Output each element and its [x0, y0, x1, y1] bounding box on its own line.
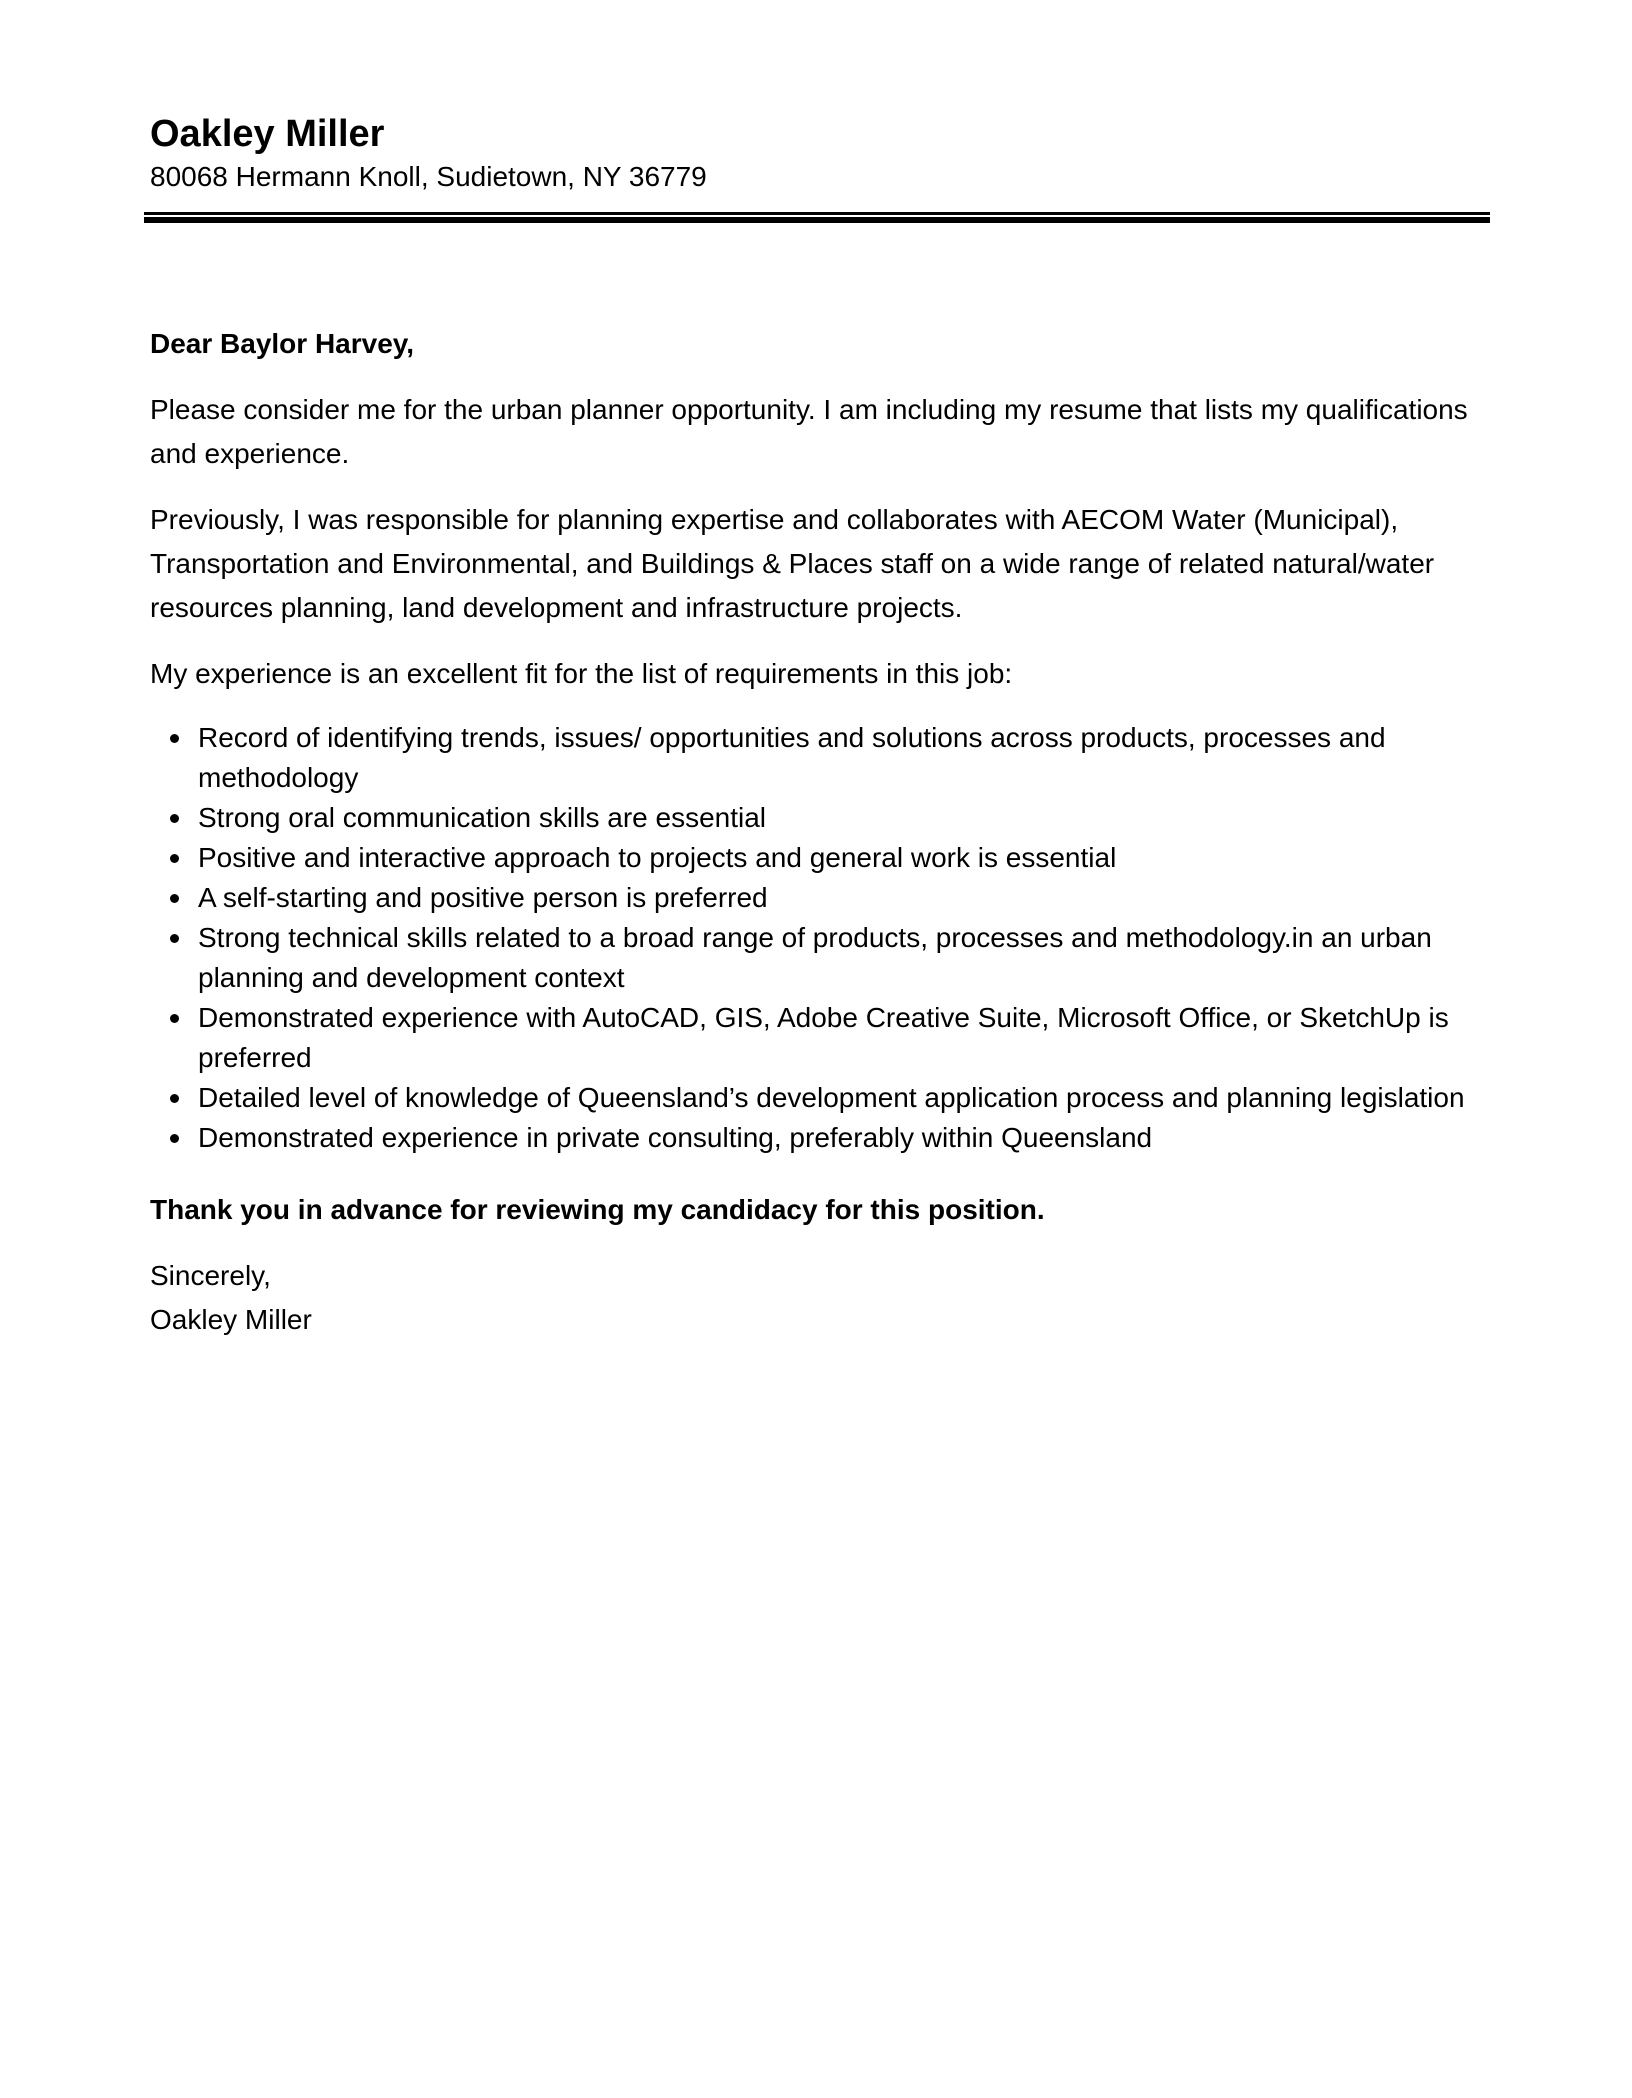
letter-header — [150, 110, 1490, 196]
requirement-text: Positive and interactive approach to projects and general work is essential — [198, 842, 1117, 873]
header-divider — [144, 212, 1490, 223]
signoff-text: Sincerely, — [150, 1260, 271, 1291]
list-item — [150, 878, 1490, 918]
signoff-block — [150, 1254, 1490, 1342]
list-item — [150, 918, 1490, 998]
sender-address: 80068 Hermann Knoll, Sudietown, NY 36779 — [150, 161, 707, 192]
paragraph-experience: Previously, I was responsible for planning expertise and collaborates with AECOM Water (Municipal), Transportation and Environmental, and Buildings & Places staff on a wide range of related natural/water resources planning, land development and infrastructure projects. — [150, 504, 1435, 623]
bullet-icon — [170, 894, 179, 903]
closing-statement: Thank you in advance for reviewing my candidacy for this position. — [150, 1194, 1045, 1225]
requirement-text: Record of identifying trends, issues/ opportunities and solutions across products, processes and methodology — [198, 722, 1386, 793]
divider-thick-line — [144, 217, 1490, 223]
letter-body — [150, 322, 1490, 1342]
bullet-icon — [170, 814, 179, 823]
requirements-list — [150, 718, 1490, 1158]
list-item — [150, 1078, 1490, 1118]
bullet-icon — [170, 854, 179, 863]
bullet-icon — [170, 734, 179, 743]
paragraph-intro: Please consider me for the urban planner opportunity. I am including my resume that lists my qualifications and experience. — [150, 394, 1468, 469]
list-item — [150, 718, 1490, 798]
requirement-text: A self-starting and positive person is preferred — [198, 882, 768, 913]
requirement-text: Strong oral communication skills are essential — [198, 802, 767, 833]
requirement-text: Demonstrated experience with AutoCAD, GIS, Adobe Creative Suite, Microsoft Office, or SketchUp is preferred — [198, 1002, 1449, 1073]
signature-name: Oakley Miller — [150, 1304, 312, 1335]
paragraph-fit: My experience is an excellent fit for the list of requirements in this job: — [150, 658, 1013, 689]
bullet-icon — [170, 1094, 179, 1103]
requirement-text: Strong technical skills related to a broad range of products, processes and methodology.in an urban planning and development context — [198, 922, 1432, 993]
list-item — [150, 838, 1490, 878]
requirement-text: Demonstrated experience in private consulting, preferably within Queensland — [198, 1122, 1153, 1153]
bullet-icon — [170, 1134, 179, 1143]
sender-name: Oakley Miller — [150, 113, 385, 155]
list-item — [150, 998, 1490, 1078]
salutation: Dear Baylor Harvey, — [150, 328, 415, 359]
requirement-text: Detailed level of knowledge of Queensland’s development application process and planning legislation — [198, 1082, 1465, 1113]
bullet-icon — [170, 934, 179, 943]
bullet-icon — [170, 1014, 179, 1023]
list-item — [150, 798, 1490, 838]
list-item — [150, 1118, 1490, 1158]
